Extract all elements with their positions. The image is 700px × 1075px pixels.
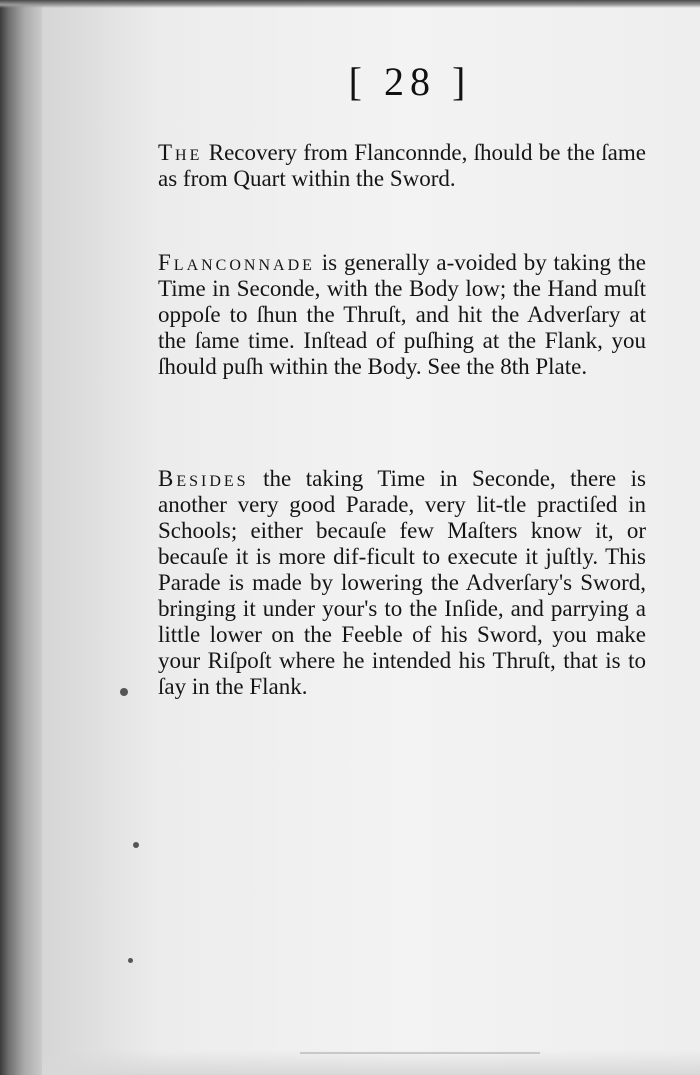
book-gutter xyxy=(0,0,44,1075)
paragraph-body: the taking Time in Seconde, there is another very good Parade, very lit-tle practiſed in Schools; either becauſe few Maſters know it, or becauſe it is more dif-ficult to execute it juſtly. This Parade is made by lowering the Adverſary's Sword, bringing it under your's to the Inſide, and parrying a little lower on the Feeble of his Sword, you make your Riſpoſt where he intended his Thruſt, that is to ſay in the Flank. xyxy=(158,466,646,699)
paragraph-flanconnade xyxy=(158,250,646,380)
paragraph-text xyxy=(158,466,646,700)
page-crease xyxy=(300,1052,540,1054)
paragraph-lead: The xyxy=(158,140,203,165)
ink-speck xyxy=(120,688,128,696)
paragraph-besides xyxy=(158,466,646,700)
page-top-edge xyxy=(0,0,700,8)
paragraph-text xyxy=(158,250,646,380)
page-number: [ 28 ] xyxy=(348,59,472,104)
paragraph-lead: Flanconnade xyxy=(158,250,315,275)
paragraph-lead: Besides xyxy=(158,466,249,491)
paragraph-recovery xyxy=(158,140,646,192)
paragraph-body: Recovery from Flanconnde, ſhould be the ſame as from Quart within the Sword. xyxy=(158,140,646,191)
paragraph-text xyxy=(158,140,646,192)
ink-speck xyxy=(128,958,133,963)
ink-speck xyxy=(133,842,139,848)
paragraph-body: is generally a-voided by taking the Time in Seconde, with the Body low; the Hand muſt oppoſe to ſhun the Thruſt, and hit the Adverſary at the ſame time. Inſtead of puſhing at the Flank, you ſhould puſh within the Body. See the 8th Plate. xyxy=(158,250,646,379)
